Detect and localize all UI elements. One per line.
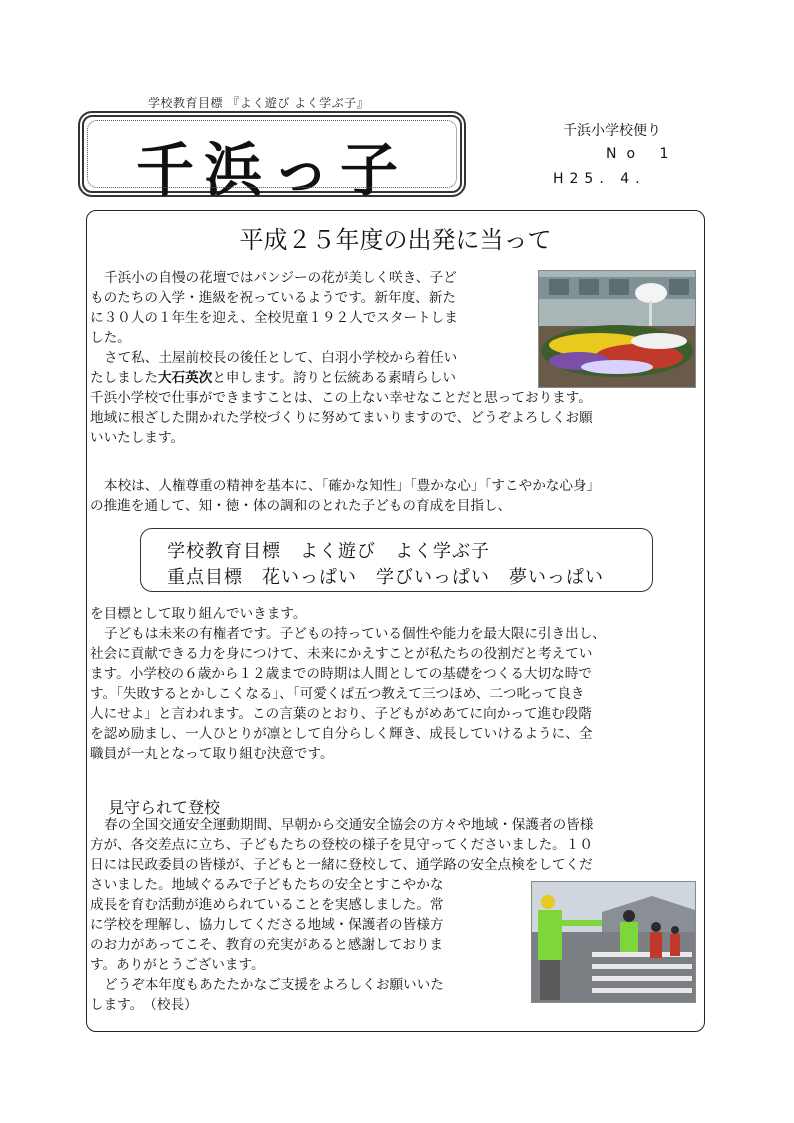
school-motto: 学校教育目標 『よく遊び よく学ぶ子』	[148, 96, 370, 110]
article2-paragraph-narrow: さいました。地域ぐるみで子どもたちの安全とすこやかな 成長を育む活動が進められていることを実感しました。常 に学校を理解し、協力してくださる地域・保護者の皆様方 のお力があってこそ、教育の充実があると感謝しておりま す。ありがとうございます。 どうぞ本年度もあたたかなご支援をよろしくお願いいた します。 （校長）	[90, 877, 444, 1013]
newsletter-title: 千浜っ子	[135, 136, 408, 204]
article1-paragraph1: 千浜小の自慢の花壇ではパンジーの花が美しく咲き、子ど ものたちの入学・進級を祝っているようです。新年度、新た に３０人の１年生を迎え、全校児童１９２人でスタートしま した。 さて私、土屋前校長の後任として、白羽小学校から着任い たしました大石英次と申します。誇りと伝統ある素晴らしい 千浜小学校で仕事ができますことは、この上ない幸せなことだと思っております。 地域に根ざした開かれた学校づくりに努めてまいりますので、どうぞよろしくお願 いいたします。	[90, 270, 593, 446]
article1-paragraph2: 本校は、人権尊重の精神を基本に、「確かな知性」「豊かな心」「すこやかな心身」 の推進を通して、知・徳・体の調和のとれた子どもの育成を目指し、	[90, 478, 601, 514]
school-goals-box	[140, 528, 653, 592]
education-goal: 学校教育目標 よく遊び よく学ぶ子	[167, 541, 490, 562]
newsletter-title-frame	[78, 111, 466, 204]
school-name: 千浜小学校便り	[563, 123, 661, 139]
principal-name: 大石英次	[157, 370, 213, 386]
principal-intro-line: たしました大石英次と申します。誇りと伝統ある素晴らしい	[90, 370, 456, 386]
issue-number: No 1	[606, 146, 679, 162]
crosswalk-photo	[531, 881, 696, 1003]
article2-paragraph-full: 春の全国交通安全運動期間、早朝から交通安全協会の方々や地域・保護者の皆様 方が、各交差点に立ち、子どもたちの登校の様子を見守ってくださいました。１０ 日には民政委員の皆様が、子どもと一緒に登校して、通学路の安全点検をしてくだ	[90, 817, 594, 873]
section-title-escorted-school-commute: 見守られて登校	[108, 798, 221, 817]
priority-goals: 重点目標 花いっぱい 学びいっぱい 夢いっぱい	[167, 567, 604, 588]
article-headline: 平成２５年度の出発に当って	[239, 226, 552, 254]
issue-date: H25. 4.	[553, 171, 646, 187]
article1-paragraph3: を目標として取り組んでいきます。 子どもは未来の有権者です。子どもの持っている個性や能力を最大限に引き出し、 社会に貢献できる力を身につけて、未来にかえすことが私たちの役割だと考えてい ます。小学校の６歳から１２歳までの時期は人間としての基礎をつくる大切な時で す。「失敗するとかしこくなる」、「可愛くば五つ教えて三つほめ、二つ叱って良き 人にせよ」と言われます。この言葉のとおり、子どもがめあてに向かって進む段階 を認め励まし、一人ひとりが凛として自分らしく輝き、成長していけるように、全 職員が一丸となって取り組む決意です。	[90, 606, 606, 762]
